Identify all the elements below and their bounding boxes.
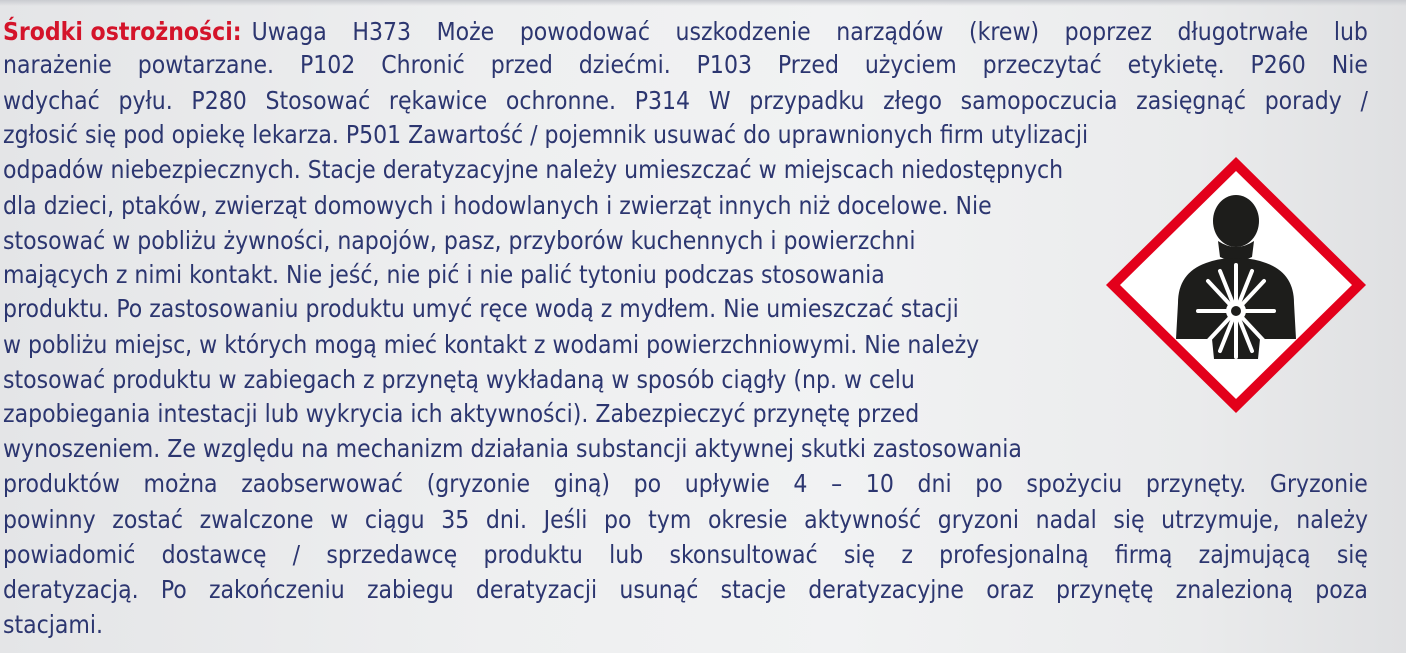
word: etykietę. (1127, 50, 1225, 79)
word: deratyzacją. (3, 575, 139, 604)
word: porady (1264, 86, 1342, 115)
text-line-content (3, 572, 1368, 608)
text-line-content (3, 466, 1368, 502)
word: ochronne. (505, 86, 616, 115)
word: oraz (986, 575, 1034, 604)
word: zabiegu (366, 575, 454, 604)
text-line-13 (3, 431, 1228, 467)
text-line-content: zapobiegania intestacji lub wykrycia ich aktywności). Zabezpieczyć przynętę przed (3, 399, 920, 428)
text-line-content (3, 502, 1368, 538)
word: Uwaga (251, 17, 327, 46)
word: narażenie (3, 50, 112, 79)
word: P314 (634, 86, 691, 115)
text-line-17 (3, 572, 1368, 608)
word: Chronić (381, 50, 465, 79)
word: Gryzonie (1269, 469, 1368, 498)
word: po (975, 469, 1003, 498)
word: skonsultować (669, 540, 818, 569)
word: narządów (836, 17, 944, 46)
text-line-10 (3, 327, 1123, 363)
text-line-content: wynoszeniem. Ze względu na mechanizm działania substancji aktywnej skutki zastosowania (3, 434, 1022, 463)
word: utrzymuje, (1161, 505, 1280, 534)
word: deratyzacyjne (808, 575, 964, 604)
word: gryzoni (937, 505, 1019, 534)
word: Stosować (265, 86, 371, 115)
text-line-4 (3, 117, 1233, 153)
word: wdychać (3, 86, 100, 115)
word: stacje (720, 575, 787, 604)
health-hazard-icon (1102, 153, 1370, 417)
text-line-8 (3, 257, 1088, 293)
word: zaobserwować (241, 469, 404, 498)
text-line-content: produktu. Po zastosowaniu produktu umyć ręce wodą z mydłem. Nie umieszczać stacji (3, 294, 959, 323)
text-line-2 (3, 47, 1368, 83)
word: 35 (441, 505, 470, 534)
text-line-content (3, 47, 1368, 83)
word: P103 (696, 50, 752, 79)
text-line-content: stosować produktu w zabiegach z przynętą wykładaną w sposób ciągły (np. w celu (3, 365, 915, 394)
word: lub (609, 540, 644, 569)
word: poza (1315, 575, 1368, 604)
text-line-16 (3, 537, 1368, 573)
health-hazard-star-core (1231, 306, 1241, 316)
word: profesjonalną (939, 540, 1089, 569)
word: tym (648, 505, 692, 534)
word: przypadku (749, 86, 865, 115)
word: giną) (553, 469, 610, 498)
word: się (843, 540, 876, 569)
word: Nie (1331, 50, 1368, 79)
word: sprzedawcę (326, 540, 458, 569)
word: produktów (3, 469, 120, 498)
text-line-9 (3, 291, 1088, 327)
word: powiadomić (3, 540, 136, 569)
word: znalezioną (1175, 575, 1294, 604)
word: Przed (777, 50, 839, 79)
word: spożyciu (1026, 469, 1123, 498)
text-line-content: stacjami. (3, 610, 103, 639)
word: upływie (684, 469, 770, 498)
text-line-3 (3, 83, 1368, 119)
word: deratyzacji (475, 575, 598, 604)
word: / (1360, 86, 1368, 115)
word: pyłu. (118, 86, 173, 115)
word: uszkodzenie (675, 17, 811, 46)
word: Jeśli (543, 505, 588, 534)
text-line-11 (3, 362, 1158, 398)
word: się (1113, 505, 1145, 534)
text-line-6 (3, 188, 1163, 224)
word: (krew) (969, 17, 1040, 46)
word: P102 (299, 50, 356, 79)
word: po (604, 505, 632, 534)
word: przed (490, 50, 553, 79)
text-line-14 (3, 466, 1368, 502)
text-line-content: zgłosić się pod opiekę lekarza. P501 Zawartość / pojemnik usuwać do uprawnionych firm utylizacji (3, 120, 1089, 149)
text-line-12 (3, 396, 1193, 432)
text-line-content: dla dzieci, ptaków, zwierząt domowych i hodowlanych i zwierząt innych niż docelowe. Nie (3, 191, 992, 220)
word: rękawice (388, 86, 488, 115)
word: H373 (352, 17, 412, 46)
word: można (143, 469, 218, 498)
word: dni. (485, 505, 527, 534)
word: / (292, 540, 301, 569)
word: przynęty. (1145, 469, 1247, 498)
text-line-content (3, 537, 1368, 573)
text-line-content: w pobliżu miejsc, w których mogą mieć kontakt z wodami powierzchniowymi. Nie należy (3, 330, 980, 359)
word: zwalczone (199, 505, 314, 534)
word: Po (160, 575, 187, 604)
word: złego (883, 86, 942, 115)
word: – (831, 469, 843, 498)
word: ciągu (364, 505, 425, 534)
text-line-5 (3, 152, 1193, 188)
word: przeczytać (982, 50, 1102, 79)
word: usunąć (619, 575, 699, 604)
word: 10 (865, 469, 894, 498)
word: przynętę (1056, 575, 1154, 604)
word: (gryzonie (426, 469, 531, 498)
text-line-1 (3, 14, 1368, 50)
word: W (708, 86, 731, 115)
word: zostać (112, 505, 184, 534)
text-line-content (3, 83, 1368, 119)
word: dni (917, 469, 952, 498)
word: po (633, 469, 662, 498)
precautions-heading: Środki ostrożności: (3, 17, 242, 46)
text-line-content: odpadów niebezpiecznych. Stacje deratyzacyjne należy umieszczać w miejscach niedostępnych (3, 155, 1064, 184)
word: dziećmi. (578, 50, 671, 79)
word: Może (436, 17, 495, 46)
word: nadal (1035, 505, 1097, 534)
word: samopoczucia (960, 86, 1118, 115)
word: P280 (191, 86, 247, 115)
text-line-content: stosować w pobliżu żywności, napojów, pasz, przyborów kuchennych i powierzchni (3, 226, 916, 255)
word: powtarzane. (137, 50, 275, 79)
word: należy (1296, 505, 1368, 534)
word: użyciem (864, 50, 957, 79)
word: dostawcę (161, 540, 267, 569)
word: zajmującą (1198, 540, 1311, 569)
word: 4 (793, 469, 808, 498)
word: P260 (1250, 50, 1306, 79)
word: zasięgnąć (1136, 86, 1246, 115)
word: lub (1333, 17, 1368, 46)
text-line-15 (3, 502, 1368, 538)
word: w (330, 505, 349, 534)
word: okresie (707, 505, 788, 534)
word: produktu (483, 540, 583, 569)
word: aktywność (804, 505, 922, 534)
text-line-content (252, 14, 1368, 50)
word: zakończeniu (208, 575, 345, 604)
word: poprzez (1064, 17, 1152, 46)
word: firmą (1114, 540, 1173, 569)
word: powinny (3, 505, 96, 534)
text-line-18 (3, 607, 103, 643)
word: powodować (519, 17, 650, 46)
word: długotrwałe (1177, 17, 1309, 46)
text-line-7 (3, 223, 1123, 259)
word: z (901, 540, 913, 569)
word: się (1336, 540, 1368, 569)
text-line-content: mających z nimi kontakt. Nie jeść, nie pić i nie palić tytoniu podczas stosowania (3, 260, 885, 289)
